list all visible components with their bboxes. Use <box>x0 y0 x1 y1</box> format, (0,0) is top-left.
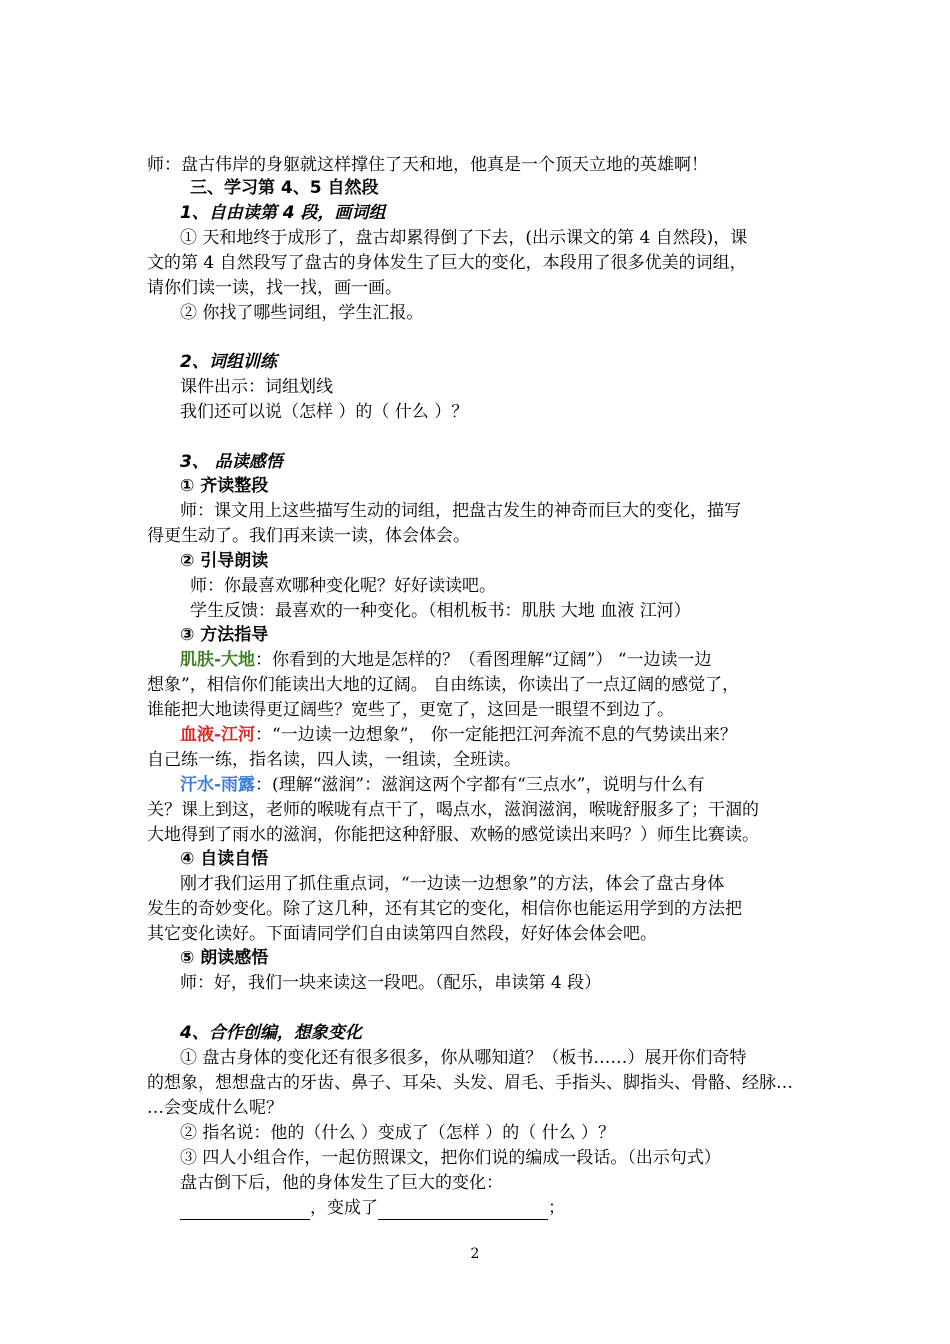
paragraph-line: 大地得到了雨水的滋润，你能把这种舒服、欢畅的感觉读出来吗？）师生比赛读。 <box>147 825 759 845</box>
paragraph-line: 发生的奇妙变化。除了这几种，还有其它的变化，相信你也能运用学到的方法把 <box>147 899 742 919</box>
blank-underline <box>378 1201 548 1220</box>
paragraph-line: 师：好，我们一块来读这一段吧。（配乐，串读第 4 段） <box>180 973 602 993</box>
paragraph-line: 课件出示：词组划线 <box>180 377 333 397</box>
paragraph-line: 想象”，相信你们能读出大地的辽阔。 自由练读，你读出了一点辽阔的感觉了， <box>147 675 740 695</box>
subsection-3-4-title: 4、合作创编，想象变化 <box>180 1023 362 1043</box>
paragraph-line: ③ 四人小组合作，一起仿照课文，把你们说的编成一段话。（出示句式） <box>180 1148 721 1168</box>
paragraph-line <box>180 773 820 797</box>
subsection-3-1-title: 1、自由读第 4 段，画词组 <box>180 203 386 223</box>
paragraph-line: 自己练一练，指名读，四人读，一组读，全班读。 <box>147 750 521 770</box>
paragraph-line: ② 你找了哪些词组，学生汇报。 <box>180 303 424 323</box>
subsection-3-2-title: 2、词组训练 <box>180 352 277 372</box>
subsection-3-3-title: 3、 品读感悟 <box>180 452 283 472</box>
step-heading: ① 齐读整段 <box>180 476 269 496</box>
step-heading: ④ 自读自悟 <box>180 849 269 869</box>
step-heading: ② 引导朗读 <box>180 551 269 571</box>
paragraph-line: 得更生动了。我们再来读一读，体会体会。 <box>147 526 470 546</box>
paragraph-teacher-line: 师：盘古伟岸的身躯就这样撑住了天和地，他真是一个顶天立地的英雄啊！ <box>147 155 708 175</box>
label-sweat-rain: 汗水-雨露 <box>180 775 256 795</box>
paragraph-line: ① 天和地终于成形了，盘古却累得倒了下去，(出示课文的第 4 自然段)，课 <box>180 228 748 248</box>
paragraph-line <box>180 648 820 672</box>
paragraph-text: ，变成了 <box>310 1198 378 1218</box>
section-3-title: 三、学习第 4、5 自然段 <box>190 178 379 198</box>
paragraph-line: ① 盘古身体的变化还有很多很多，你从哪知道？（板书……）展开你们奇特 <box>180 1048 747 1068</box>
paragraph-text: ：“一边读一边想象”， 你一定能把江河奔流不息的气势读出来？ <box>255 725 737 745</box>
paragraph-line: 学生反馈：最喜欢的一种变化。（相机板书：肌肤 大地 血液 江河） <box>190 601 691 621</box>
step-heading: ③ 方法指导 <box>180 625 269 645</box>
paragraph-line: 师：你最喜欢哪种变化呢？好好读读吧。 <box>190 576 496 596</box>
paragraph-line: …会变成什么呢？ <box>147 1098 283 1118</box>
paragraph-line: 文的第 4 自然段写了盘古的身体发生了巨大的变化，本段用了很多优美的词组， <box>147 253 747 273</box>
paragraph-text: ：你看到的大地是怎样的？（看图理解“辽阔”） “一边读一边 <box>255 650 712 670</box>
paragraph-line: 师：课文用上这些描写生动的词组，把盘古发生的神奇而巨大的变化，描写 <box>180 501 741 521</box>
paragraph-line: 的想象，想想盘古的牙齿、鼻子、耳朵、头发、眉毛、手指头、脚指头、骨骼、经脉… <box>147 1073 793 1093</box>
step-heading: ⑤ 朗读感悟 <box>180 948 269 968</box>
paragraph-line: 刚才我们运用了抓住重点词，“一边读一边想象”的方法，体会了盘古身体 <box>180 874 725 894</box>
paragraph-text: ：(理解“滋润”：滋润这两个字都有“三点水”，说明与什么有 <box>255 775 705 795</box>
page-number: 2 <box>470 1246 480 1262</box>
paragraph-line: 关？课上到这，老师的喉咙有点干了，喝点水，滋润滋润，喉咙舒服多了；干涸的 <box>147 800 759 820</box>
paragraph-text: ； <box>548 1198 565 1218</box>
paragraph-line: 盘古倒下后，他的身体发生了巨大的变化： <box>180 1173 503 1193</box>
paragraph-line: 我们还可以说（怎样 ）的（ 什么 ）？ <box>180 402 469 422</box>
paragraph-line: 请你们读一读，找一找，画一画。 <box>147 278 402 298</box>
paragraph-line <box>180 723 820 747</box>
paragraph-line: 其它变化读好。下面请同学们自由读第四自然段，好好体会体会吧。 <box>147 924 657 944</box>
label-skin-earth: 肌肤-大地 <box>180 650 256 670</box>
label-blood-river: 血液-江河 <box>180 725 256 745</box>
fill-in-line <box>180 1196 820 1220</box>
blank-underline <box>180 1201 310 1220</box>
paragraph-line: ② 指名说：他的（什么 ）变成了（怎样 ）的（ 什么 ）？ <box>180 1123 616 1143</box>
paragraph-line: 谁能把大地读得更辽阔些？宽些了，更宽了，这回是一眼望不到边了。 <box>147 700 674 720</box>
